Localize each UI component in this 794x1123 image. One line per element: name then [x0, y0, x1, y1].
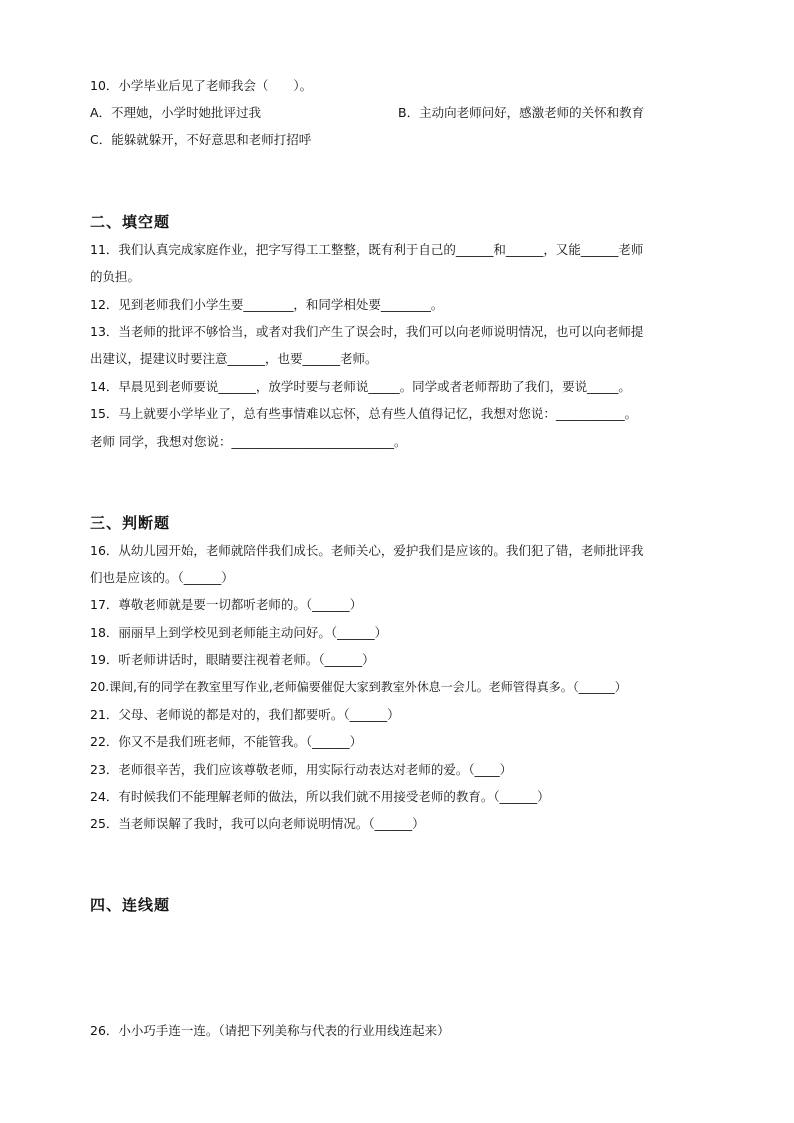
- question-25: 25．当老师误解了我时，我可以向老师说明情况。（______）: [90, 816, 425, 831]
- question-19: 19．听老师讲话时，眼睛要注视着老师。（______）: [90, 652, 375, 667]
- question-11-line-1: 11．我们认真完成家庭作业，把字写得工工整整，既有利于自己的______和______，又能______老师: [90, 242, 644, 257]
- question-10-option-c: C．能躲就躲开，不好意思和老师打招呼: [90, 132, 312, 147]
- section-heading-true-false: 三、判断题: [90, 514, 171, 532]
- question-22: 22．你又不是我们班老师，不能管我。（______）: [90, 734, 363, 749]
- question-24: 24．有时候我们不能理解老师的做法，所以我们就不用接受老师的教育。（______）: [90, 789, 550, 804]
- question-13-line-2: 出建议，提建议时要注意______，也要______老师。: [90, 351, 378, 366]
- question-26: 26．小小巧手连一连。（请把下列美称与代表的行业用线连起来）: [90, 1023, 450, 1038]
- question-11-line-2: 的负担。: [90, 269, 141, 284]
- question-15-line-1: 15．马上就要小学毕业了，总有些事情难以忘怀，总有些人值得记忆，我想对您说：___________。: [90, 406, 638, 421]
- question-16-line-2: 们也是应该的。（______）: [90, 570, 234, 585]
- question-23: 23．老师很辛苦，我们应该尊敬老师，用实际行动表达对老师的爱。（____）: [90, 762, 513, 777]
- question-18: 18．丽丽早上到学校见到老师能主动问好。（______）: [90, 625, 388, 640]
- question-17: 17．尊敬老师就是要一切都听老师的。（______）: [90, 597, 363, 612]
- question-21: 21．父母、老师说的都是对的，我们都要听。（______）: [90, 707, 400, 722]
- question-10-option-b: B．主动向老师问好，感激老师的关怀和教育: [398, 105, 645, 120]
- section-heading-matching: 四、连线题: [90, 896, 171, 914]
- question-15-line-2: 老师 同学，我想对您说：__________________________。: [90, 434, 407, 449]
- question-12: 12．见到老师我们小学生要________，和同学相处要________。: [90, 297, 444, 312]
- question-10-stem: 10．小学毕业后见了老师我会（ ）。: [90, 78, 313, 93]
- section-heading-fill-in: 二、填空题: [90, 213, 171, 231]
- question-20: 20.课间,有的同学在教室里写作业,老师偏要催促大家到教室外休息一会儿。老师管得真多。（______）: [90, 680, 627, 694]
- question-13-line-1: 13．当老师的批评不够恰当，或者对我们产生了误会时，我们可以向老师说明情况，也可以向老师提: [90, 324, 644, 339]
- question-14: 14．早晨见到老师要说______，放学时要与老师说_____。同学或者老师帮助了我们，要说_____。: [90, 379, 631, 394]
- question-10-option-a: A．不理她，小学时她批评过我: [90, 105, 262, 120]
- question-16-line-1: 16．从幼儿园开始，老师就陪伴我们成长。老师关心，爱护我们是应该的。我们犯了错，老师批评我: [90, 543, 644, 558]
